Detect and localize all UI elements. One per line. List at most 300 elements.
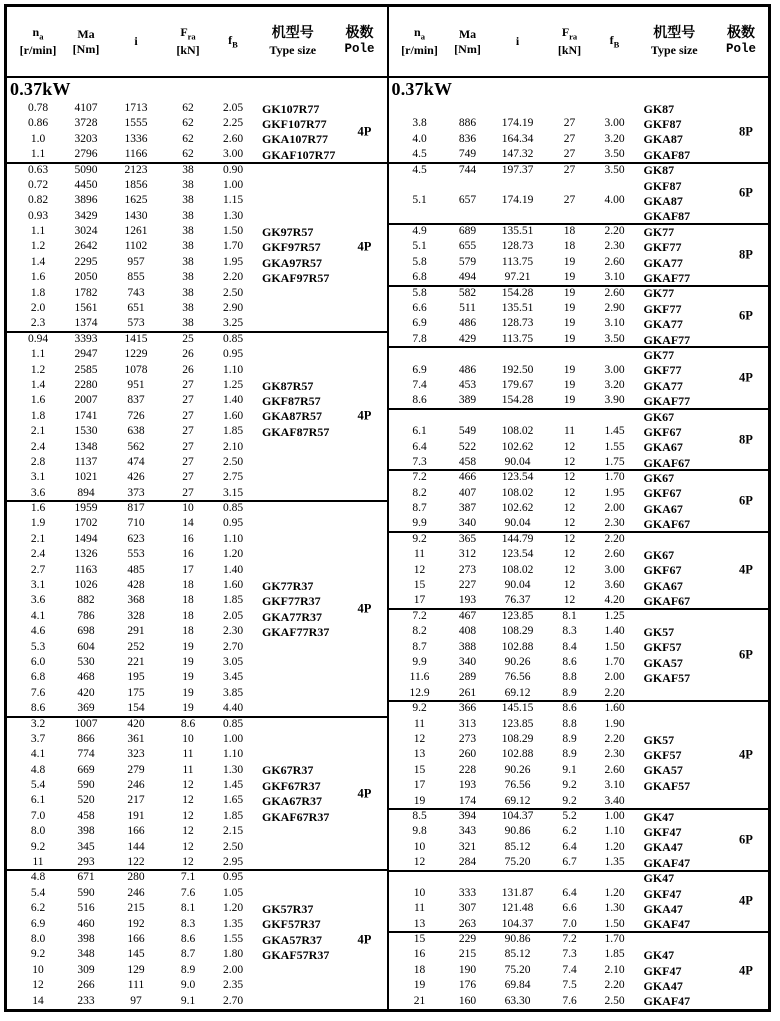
table-row [389,824,769,839]
na-cell: 11 [413,717,426,730]
fb-cell: 4.20 [604,594,625,607]
type-cell: GK67 [643,409,675,424]
table-row [7,609,387,624]
fra-cell: 8.9 [562,732,577,745]
fra-cell: 6.4 [562,840,577,853]
fb-cell: 1.65 [222,794,244,807]
fb-cell: 2.90 [604,302,625,315]
fb-cell: 3.00 [604,117,625,130]
table-row [389,917,769,932]
table-row [389,624,769,639]
ma-cell: 467 [458,609,477,622]
na-cell: 9.2 [30,948,46,961]
fra-cell: 19 [563,271,576,284]
ma-cell: 420 [77,686,95,699]
ma-cell: 229 [458,933,477,946]
ma-cell: 190 [458,963,477,976]
type-cell: GKAF57 [643,671,691,686]
type-cell: GKA87 [643,194,683,209]
fb-cell: 3.10 [604,271,625,284]
na-cell: 4.5 [412,163,427,176]
fra-cell: 12 [563,486,576,499]
ma-cell: 2796 [74,148,98,161]
type-cell: GKF67 [643,486,682,501]
fb-cell: 3.05 [222,655,244,668]
i-cell: 252 [127,640,145,653]
table-row [389,286,769,301]
table-row [7,378,387,393]
ma-cell: 407 [458,486,477,499]
ma-cell: 388 [458,640,477,653]
ma-cell: 3728 [74,117,98,130]
fra-cell: 19 [563,332,576,345]
i-cell: 135.51 [501,302,534,315]
fra-cell: 8.9 [562,686,577,699]
i-cell: 85.12 [504,948,531,961]
i-cell: 166 [127,932,145,945]
na-cell: 0.94 [27,332,49,345]
i-cell: 131.87 [501,886,534,899]
ma-cell: 774 [77,748,95,761]
type-cell: GKA77 [643,378,683,393]
na-cell: 13 [413,917,426,930]
na-cell: 8.7 [412,640,427,653]
table-row [7,670,387,685]
fb-cell: 2.00 [604,671,625,684]
table-block [389,286,769,348]
fra-cell: 19 [563,363,576,376]
fra-cell: 12 [182,809,194,822]
ma-cell: 369 [77,702,95,715]
ma-cell: 3024 [74,225,98,238]
ma-cell: 511 [459,302,476,315]
na-cell: 10 [32,963,44,976]
ma-cell: 530 [77,655,95,668]
ma-cell: 655 [458,240,477,253]
fra-cell: 18 [182,609,194,622]
na-cell: 0.63 [27,163,49,176]
table-row [7,824,387,839]
table-row [7,640,387,655]
fra-cell: 27 [182,486,194,499]
na-cell: 11 [413,548,426,561]
table-row [389,270,769,285]
fb-cell: 1.30 [222,763,244,776]
i-cell: 1102 [124,240,148,253]
na-cell: 17 [413,779,426,792]
fra-cell: 38 [182,286,194,299]
fb-cell: 3.25 [222,317,244,330]
type-cell: GKF47 [643,963,682,978]
header-i: i [134,34,138,48]
type-cell: GKA57R37 [262,932,322,947]
fb-cell: 1.25 [222,378,244,391]
i-cell: 122 [127,856,145,869]
table-row [389,486,769,501]
fra-cell: 6.7 [562,856,577,869]
na-cell: 15 [413,579,426,592]
fra-cell: 38 [182,271,194,284]
pole-label: 6P [739,308,753,323]
fb-cell: 1.05 [222,886,244,899]
fra-cell: 19 [182,640,194,653]
i-cell: 726 [127,409,145,422]
i-cell: 108.29 [501,625,534,638]
fra-cell: 27 [182,409,194,422]
table-row [389,532,769,547]
fra-cell: 38 [182,240,194,253]
ma-cell: 312 [458,548,477,561]
header-fra: $F_{ra}$ [kN] [557,25,582,57]
fra-cell: 9.2 [562,779,577,792]
fra-cell: 8.3 [562,625,577,638]
fb-cell: 4.40 [222,702,244,715]
na-cell: 11.6 [409,671,430,684]
fb-cell: 1.50 [604,917,625,930]
table-row [7,978,387,993]
pole-label: 8P [739,247,753,262]
fra-cell: 19 [563,378,576,391]
table-row [389,932,769,947]
na-cell: 4.1 [30,748,46,761]
i-cell: 76.56 [504,671,531,684]
blocks-right [389,101,769,1009]
i-cell: 1713 [124,101,148,114]
ma-cell: 590 [77,886,95,899]
type-cell: GK77 [643,347,675,362]
na-cell: 1.1 [30,148,46,161]
ma-cell: 227 [458,579,477,592]
fb-cell: 2.50 [222,455,244,468]
fra-cell: 12 [563,532,576,545]
fb-cell: 1.75 [604,455,625,468]
i-cell: 135.51 [501,225,534,238]
pole-label: 4P [357,408,372,423]
na-cell: 13 [413,748,426,761]
ma-cell: 1741 [74,409,98,422]
table-row [389,655,769,670]
i-cell: 97.21 [504,271,531,284]
i-cell: 623 [127,532,145,545]
table-row [389,871,769,886]
na-cell: 2.4 [30,548,46,561]
table-row [389,563,769,578]
ma-cell: 549 [458,425,477,438]
fb-cell: 0.95 [222,871,244,884]
type-cell: GKAF57R37 [262,948,330,963]
table-row [7,532,387,547]
type-cell: GKA67 [643,501,683,516]
fb-cell: 3.60 [604,579,625,592]
ma-cell: 366 [458,702,477,715]
fb-cell: 0.95 [222,348,244,361]
ma-cell: 1021 [74,471,98,484]
fra-cell: 12 [182,825,194,838]
table-row [7,686,387,701]
fra-cell: 27 [182,425,194,438]
na-cell: 1.6 [30,394,46,407]
fb-cell: 2.70 [222,640,244,653]
ma-cell: 1782 [74,286,98,299]
ma-cell: 389 [458,394,477,407]
ma-cell: 4450 [74,178,98,191]
header-ma: Ma [Nm] [72,26,100,56]
table-row [7,840,387,855]
na-cell: 7.4 [412,378,427,391]
ma-cell: 398 [77,932,95,945]
pole-label: 6P [739,647,753,662]
fb-cell: 1.70 [604,471,625,484]
fb-cell: 1.60 [222,579,244,592]
na-cell: 3.2 [30,717,46,730]
ma-cell: 836 [458,132,477,145]
ma-cell: 466 [458,471,477,484]
type-cell: GK47 [643,809,675,824]
i-cell: 291 [127,625,145,638]
type-cell: GKA47 [643,902,683,916]
ma-cell: 176 [458,979,477,992]
table-row [389,347,769,362]
fra-cell: 6.4 [562,886,577,899]
ma-cell: 749 [458,148,477,161]
na-cell: 0.72 [27,178,49,191]
fra-cell: 62 [182,101,194,114]
column-header-right [389,7,769,78]
table-row [7,624,387,639]
na-cell: 16 [413,948,426,961]
na-cell: 21 [413,994,426,1007]
table-row [389,609,769,624]
table-row [389,209,769,224]
ma-cell: 307 [458,902,477,915]
na-cell: 1.6 [30,502,46,515]
column-header-left [7,7,387,78]
ma-cell: 174 [458,794,477,807]
i-cell: 123.54 [501,471,534,484]
table-row [7,932,387,947]
fb-cell: 0.90 [222,163,244,176]
ma-cell: 460 [77,917,95,930]
fb-cell: 1.40 [222,563,244,576]
fb-cell: 1.85 [222,425,244,438]
i-cell: 145.15 [501,702,534,715]
table-row [7,132,387,147]
i-cell: 76.56 [504,779,531,792]
fra-cell: 7.5 [562,979,577,992]
table-row [389,378,769,393]
table-block [389,163,769,225]
table-block [389,609,769,701]
i-cell: 128.73 [501,317,534,330]
fb-cell: 1.80 [222,948,244,961]
type-cell: GKF107R77 [262,117,327,132]
fb-cell: 2.20 [604,732,625,745]
table-block [389,809,769,871]
header-pole: 极数 Pole [725,25,756,57]
fb-cell: 2.30 [604,748,625,761]
fra-cell: 19 [563,255,576,268]
i-cell: 144 [127,840,145,853]
fb-cell: 0.85 [222,332,244,345]
ma-cell: 866 [77,732,95,745]
type-cell: GKAF87R57 [262,424,330,439]
type-cell: GKAF77R37 [262,624,330,639]
fb-cell: 1.70 [222,240,244,253]
fb-cell: 1.60 [222,409,244,422]
fra-cell: 17 [182,563,194,576]
type-cell: GKF87 [643,178,682,193]
table-row [389,255,769,270]
na-cell: 5.8 [412,255,427,268]
ma-cell: 160 [458,994,477,1007]
table-row [389,101,769,116]
type-cell: GKF57 [643,748,682,763]
ma-cell: 2295 [74,255,98,268]
na-cell: 4.6 [30,625,46,638]
ma-cell: 1163 [74,563,98,576]
fb-cell: 1.55 [222,932,244,945]
pole-label: 8P [739,124,753,139]
table-row [389,470,769,485]
ma-cell: 1026 [74,579,98,592]
ma-cell: 4107 [74,101,98,114]
na-cell: 11 [413,902,426,915]
type-cell: GKAF67 [643,594,691,609]
i-cell: 553 [127,548,145,561]
type-cell: GKAF57 [643,778,691,793]
ma-cell: 293 [77,856,95,869]
i-cell: 145 [127,948,145,961]
type-cell: GKAF87 [643,147,691,162]
fra-cell: 8.9 [562,748,577,761]
ma-cell: 689 [458,225,477,238]
pole-label: 8P [739,432,753,447]
i-cell: 328 [127,609,145,622]
table-row [7,440,387,455]
na-cell: 6.1 [412,425,427,438]
fb-cell: 3.90 [604,394,625,407]
fb-cell: 2.30 [604,240,625,253]
i-cell: 855 [127,271,145,284]
table-row [7,855,387,870]
fra-cell: 8.8 [562,717,577,730]
fra-cell: 16 [182,548,194,561]
ma-cell: 193 [458,779,477,792]
table-row [7,255,387,270]
ma-cell: 3393 [74,332,98,345]
table-row [389,163,769,178]
i-cell: 154.28 [501,394,534,407]
fb-cell: 2.05 [222,609,244,622]
type-cell: GKAF87 [643,209,691,224]
fb-cell: 2.90 [222,302,244,315]
fb-cell: 1.85 [604,948,625,961]
table-row [389,147,769,162]
table-row [389,855,769,870]
i-cell: 361 [127,732,145,745]
table-row [7,747,387,762]
table-block [389,347,769,409]
fb-cell: 3.10 [604,317,625,330]
fb-cell: 2.30 [222,625,244,638]
i-cell: 75.20 [504,856,531,869]
ma-cell: 582 [458,286,477,299]
fra-cell: 38 [182,225,194,238]
fb-cell: 1.85 [222,809,244,822]
ma-cell: 2585 [74,363,98,376]
fra-cell: 19 [182,671,194,684]
fb-cell: 1.45 [604,425,625,438]
ma-cell: 494 [458,271,477,284]
na-cell: 5.1 [412,240,427,253]
na-cell: 6.0 [30,655,46,668]
fra-cell: 8.7 [180,948,196,961]
table-row [7,563,387,578]
i-cell: 63.30 [504,994,531,1007]
i-cell: 651 [127,302,145,315]
na-cell: 9.8 [412,825,427,838]
na-cell: 0.86 [27,117,49,130]
na-cell: 6.9 [30,917,46,930]
fb-cell: 2.60 [604,286,625,299]
table-row [389,224,769,239]
fra-cell: 10 [182,732,194,745]
fb-cell: 1.40 [222,394,244,407]
table-row [389,116,769,131]
fra-cell: 12 [563,579,576,592]
fra-cell: 8.4 [562,640,577,653]
fb-cell: 3.15 [222,486,244,499]
na-cell: 6.8 [412,271,427,284]
type-cell: GK77R37 [262,578,314,593]
table-row [389,994,769,1009]
fra-cell: 6.2 [562,825,577,838]
type-cell: GK47 [643,871,675,886]
ma-cell: 744 [458,163,477,176]
fb-cell: 1.10 [604,825,625,838]
fb-cell: 1.95 [604,486,625,499]
table-row [389,947,769,962]
na-cell: 6.6 [412,302,427,315]
fb-cell: 1.50 [604,640,625,653]
type-cell: GKF77 [643,240,682,255]
i-cell: 128.73 [501,240,534,253]
type-cell: GK77 [643,224,675,239]
ma-cell: 273 [458,732,477,745]
i-cell: 104.37 [501,809,534,822]
table-row [389,393,769,408]
ma-cell: 215 [458,948,477,961]
na-cell: 5.4 [30,779,46,792]
fb-cell: 1.35 [604,856,625,869]
fb-cell: 3.00 [222,148,244,161]
table-block [389,409,769,471]
table-block [389,871,769,933]
table-row [389,778,769,793]
fra-cell: 5.2 [562,809,577,822]
table-row [7,501,387,516]
i-cell: 85.12 [504,840,531,853]
i-cell: 102.88 [501,640,534,653]
fb-cell: 1.10 [222,748,244,761]
ma-cell: 345 [77,840,95,853]
na-cell: 8.2 [412,486,427,499]
i-cell: 951 [127,378,145,391]
na-cell: 1.1 [30,225,46,238]
fb-cell: 2.50 [222,286,244,299]
table-row [7,547,387,562]
i-cell: 192.50 [501,363,534,376]
